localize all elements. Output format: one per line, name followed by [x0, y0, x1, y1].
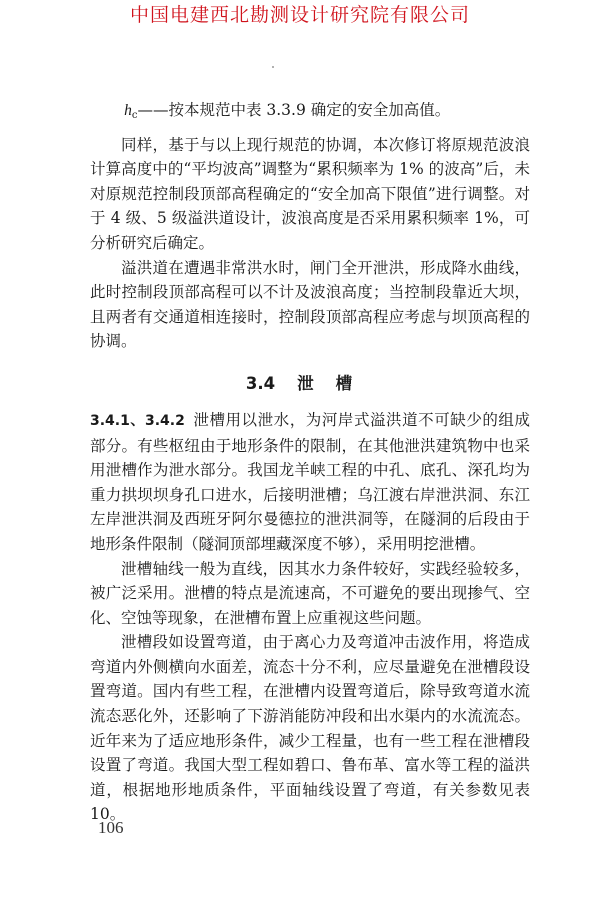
- clause-text: 泄槽用以泄水，为河岸式溢洪道不可缺少的组成部分。有些枢纽由于地形条件的限制，在其他泄洪建筑物中也采用泄槽作为泄水部分。我国龙羊峡工程的中孔、底孔、深孔均为重力拱坝坝身孔口进水，后接明泄槽；乌江渡右岸泄洪洞、东江左岸泄洪洞及西班牙阿尔曼德拉的泄洪洞等，在隧洞的后段由于地形条件限制（隧洞顶部埋藏深度不够），采用明挖泄槽。: [90, 410, 530, 553]
- formula-symbol: h: [124, 102, 132, 119]
- paragraph-wave-height: 同样，基于与以上现行规范的协调，本次修订将原规范波浪计算高度中的“平均波高”调整为“累积频率为 1% 的波高”后，未对原规范控制段顶部高程确定的“安全加高下限值”进行调整。对于 4 级、5 级溢洪道设计，波浪高度是否采用累积频率 1%，可分析研究后确定。: [90, 135, 530, 252]
- company-header: 中国电建西北勘测设计研究院有限公司: [129, 4, 470, 26]
- section-number: 3.4: [245, 373, 276, 393]
- page-content: [90, 98, 530, 827]
- page-number: 106: [98, 818, 124, 837]
- paragraph-bend: 泄槽段如设置弯道，由于离心力及弯道冲击波作用，将造成弯道内外侧横向水面差，流态十分不利，应尽量避免在泄槽段设置弯道。国内有些工程，在泄槽内设置弯道后，除导致弯道水流流态恶化外，还影响了下游消能防冲段和出水渠内的水流流态。近年来为了适应地形条件，减少工程量，也有一些工程在泄槽段设置了弯道。我国大型工程如碧口、鲁布革、富水等工程的溢洪道，根据地形地质条件，平面轴线设置了弯道，有关参数见表 10。: [90, 633, 530, 824]
- section-heading: [90, 372, 530, 396]
- clause-number: 3.4.1、3.4.2: [90, 412, 185, 429]
- formula-text: ——按本规范中表 3.3.9 确定的安全加高值。: [137, 101, 451, 119]
- scan-dot: [272, 66, 274, 68]
- formula-subscript: c: [131, 110, 138, 121]
- paragraph-extreme-flood: 溢洪道在遭遇非常洪水时，闸门全开泄洪，形成降水曲线，此时控制段顶部高程可以不计及波浪高度；当控制段靠近大坝，且两者有交通道相连接时，控制段顶部高程应考虑与坝顶高程的协调。: [90, 258, 530, 351]
- paragraph-chute-axis: 泄槽轴线一般为直线，因其水力条件较好，实践经验较多，被广泛采用。泄槽的特点是流速高，不可避免的要出现掺气、空化、空蚀等现象，在泄槽布置上应重视这些问题。: [90, 559, 530, 627]
- clause-paragraph: [90, 408, 530, 557]
- section-title: 泄槽: [297, 373, 375, 393]
- formula-definition: [90, 98, 530, 129]
